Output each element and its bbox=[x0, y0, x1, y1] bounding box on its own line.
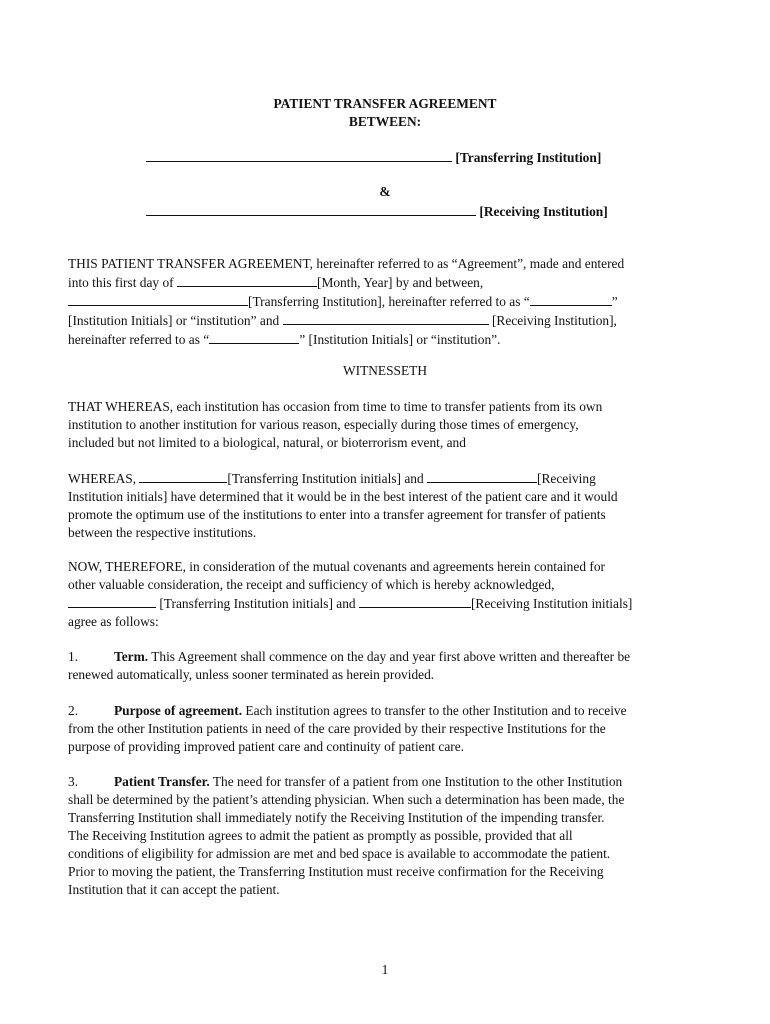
blank-line bbox=[68, 292, 248, 306]
transferring-party-line bbox=[146, 148, 601, 167]
blank-line bbox=[209, 330, 299, 344]
text-line: institution to another institution for various reason, especially during those times of emergency, bbox=[68, 417, 579, 432]
section-heading: Purpose of agreement. bbox=[114, 703, 243, 718]
text-span: [Transferring Institution initials] and bbox=[227, 471, 428, 486]
ampersand: & bbox=[379, 184, 391, 199]
transferring-institution-label: [Transferring Institution] bbox=[455, 150, 602, 165]
section-number: 3. bbox=[68, 774, 79, 789]
text-line: included but not limited to a biological, natural, or bioterrorism event, and bbox=[68, 435, 466, 450]
blank-line bbox=[139, 469, 227, 483]
whereas-paragraph-1 bbox=[68, 398, 704, 452]
section-term bbox=[68, 648, 704, 684]
receiving-institution-label: [Receiving Institution] bbox=[479, 204, 608, 219]
blank-line bbox=[283, 311, 489, 325]
text-span: [Month, Year] by and between, bbox=[316, 275, 484, 290]
text-line: shall be determined by the patient’s attending physician. When such a determination has been made, the bbox=[68, 792, 625, 807]
witnesseth-heading: WITNESSETH bbox=[342, 363, 428, 378]
section-heading: Patient Transfer. bbox=[114, 774, 210, 789]
whereas-paragraph-2 bbox=[68, 469, 704, 542]
text-span: hereinafter referred to as “ bbox=[68, 332, 210, 347]
text-span: [Institution Initials] or “institution” and bbox=[68, 313, 283, 328]
text-line: between the respective institutions. bbox=[68, 525, 257, 540]
page-number: 1 bbox=[381, 962, 389, 977]
text-line: Transferring Institution shall immediately notify the Receiving Institution of the impending transfer. bbox=[68, 810, 605, 825]
text-line bbox=[68, 273, 704, 292]
section-number: 2. bbox=[68, 703, 79, 718]
text-line: conditions of eligibility for admission are met and bed space is available to accommodate the patient. bbox=[68, 846, 611, 861]
blank-line bbox=[177, 273, 317, 287]
text-line bbox=[68, 311, 704, 330]
text-span: WHEREAS, bbox=[68, 471, 140, 486]
now-therefore-paragraph bbox=[68, 558, 704, 631]
blank-line bbox=[359, 594, 471, 608]
text-line: The Receiving Institution agrees to admit the patient as promptly as possible, provided that all bbox=[68, 828, 573, 843]
text-span: The need for transfer of a patient from one Institution to the other Institution bbox=[209, 774, 623, 789]
title-line-2: BETWEEN: bbox=[348, 114, 422, 129]
section-number: 1. bbox=[68, 649, 79, 664]
document-title bbox=[0, 95, 770, 131]
text-line: renewed automatically, unless sooner terminated as herein provided. bbox=[68, 667, 435, 682]
text-line bbox=[68, 773, 704, 791]
text-span: ” [Institution Initials] or “institution”. bbox=[299, 332, 501, 347]
section-heading: Term. bbox=[114, 649, 149, 664]
text-line bbox=[68, 648, 704, 666]
text-span: [Transferring Institution initials] and bbox=[156, 596, 359, 611]
text-line: Institution initials] have determined that it would be in the best interest of the patient care and it would bbox=[68, 489, 618, 504]
text-line bbox=[68, 469, 704, 488]
text-line: from the other Institution patients in need of the care provided by their respective Institutions for the bbox=[68, 721, 606, 736]
text-line: promote the optimum use of the institutions to enter into a transfer agreement for transfer of patients bbox=[68, 507, 606, 522]
text-span: [Receiving bbox=[537, 471, 596, 486]
text-span: [Transferring Institution], hereinafter referred to as “ bbox=[248, 294, 530, 309]
text-line bbox=[68, 330, 704, 349]
section-purpose bbox=[68, 702, 704, 756]
blank-line bbox=[427, 469, 537, 483]
receiving-party-line bbox=[146, 202, 608, 221]
text-span: [Receiving Institution], bbox=[488, 313, 617, 328]
text-line: THIS PATIENT TRANSFER AGREEMENT, hereinafter referred to as “Agreement”, made and entered bbox=[68, 256, 625, 271]
title-line-1: PATIENT TRANSFER AGREEMENT bbox=[273, 96, 497, 111]
text-span: Each institution agrees to transfer to the other Institution and to receive bbox=[242, 703, 627, 718]
text-span: ” bbox=[611, 294, 618, 309]
blank-line bbox=[146, 148, 452, 162]
text-span: into this first day of bbox=[68, 275, 177, 290]
text-span: [Receiving Institution initials] bbox=[470, 596, 633, 611]
text-line: purpose of providing improved patient care and continuity of patient care. bbox=[68, 739, 465, 754]
blank-line bbox=[146, 202, 476, 216]
text-line bbox=[68, 594, 704, 613]
text-line: THAT WHEREAS, each institution has occasion from time to time to transfer patients from its own bbox=[68, 399, 603, 414]
text-span: This Agreement shall commence on the day and year first above written and thereafter be bbox=[148, 649, 631, 664]
intro-paragraph bbox=[68, 255, 704, 349]
text-line bbox=[68, 292, 704, 311]
text-line bbox=[68, 702, 704, 720]
section-patient-transfer bbox=[68, 773, 704, 899]
text-line: agree as follows: bbox=[68, 614, 159, 629]
text-line: other valuable consideration, the receipt and sufficiency of which is hereby acknowledged, bbox=[68, 577, 555, 592]
text-line: NOW, THEREFORE, in consideration of the mutual covenants and agreements herein contained for bbox=[68, 559, 605, 574]
blank-line bbox=[68, 594, 156, 608]
blank-line bbox=[530, 292, 612, 306]
text-line: Institution that it can accept the patient. bbox=[68, 882, 280, 897]
text-line: Prior to moving the patient, the Transferring Institution must receive confirmation for the Receiving bbox=[68, 864, 604, 879]
